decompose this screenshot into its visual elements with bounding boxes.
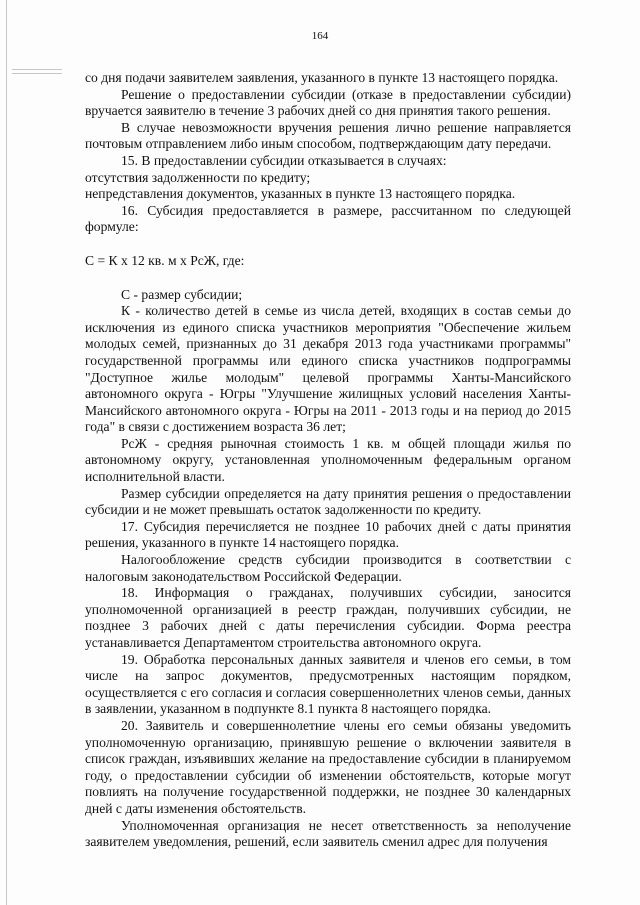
paragraph: отсутствия задолженности по кредиту;	[85, 169, 311, 185]
formula-line: С = К х 12 кв. м х РсЖ, где:	[85, 252, 245, 268]
scan-artifact	[12, 66, 62, 78]
paragraph: Решение о предоставлении субсидии (отказе в предоставлении субсидии) вручается заявителю в течение 3 рабочих дней со дня принятия такого решения.	[85, 86, 571, 119]
paragraph: 16. Субсидия предоставляется в размере, рассчитанном по следующей формуле:	[85, 202, 571, 235]
paragraph: РсЖ - средняя рыночная стоимость 1 кв. м общей площади жилья по автономному округу, установленная уполномоченным федеральным органом исполнительной власти.	[85, 435, 571, 485]
paragraph: К - количество детей в семье из числа детей, входящих в состав семьи до исключения из единого списка участников мероприятия "Обеспечение жильем молодых семей, признанных до 31 декабря 2013 года участниками программы" государственной программы или единого списка участников подпрограммы "Доступное жилье молодым" целевой программы Ханты-Мансийского автономного округа - Югры "Улучшение жилищных условий населения Ханты-Мансийского автономного округа - Югры на 2011 - 2013 годы и на период до 2015 года" в связи с достижением возраста 36 лет;	[85, 303, 571, 435]
document-body	[85, 70, 571, 851]
paragraph: 20. Заявитель и совершеннолетние члены его семьи обязаны уведомить уполномоченную организацию, принявшую решение о включении заявителя в список граждан, изъявивших желание на предоставление субсидии в планируемом году, о предоставлении субсидии об изменении обстоятельств, которые могут повлиять на получение государственной поддержки, не позднее 30 календарных дней с даты изменения обстоятельств.	[85, 717, 571, 816]
paragraph: Налогообложение средств субсидии производится в соответствии с налоговым законодательством Российской Федерации.	[85, 552, 571, 584]
paragraph: В случае невозможности вручения решения лично решение направляется почтовым отправлением либо иным способом, подтверждающим дату передачи.	[85, 119, 571, 152]
paragraph: Уполномоченная организация не несет ответственность за неполучение заявителем уведомления, решений, если заявитель сменил адрес для получения	[85, 817, 571, 850]
paragraph: 17. Субсидия перечисляется не позднее 10 рабочих дней с даты принятия решения, указанного в пункте 14 настоящего порядка.	[85, 518, 571, 551]
page-number: 164	[311, 30, 329, 42]
paragraph: 19. Обработка персональных данных заявителя и членов его семьи, в том числе на запрос документов, предусмотренных настоящим порядком, осуществляется с его согласия и согласия совершеннолетних членов семьи, данных в заявлении, указанном в подпункте 8.1 пункта 8 настоящего порядка.	[85, 651, 571, 717]
paragraph: 15. В предоставлении субсидии отказывается в случаях:	[121, 152, 447, 168]
paragraph: С - размер субсидии;	[121, 286, 243, 302]
scan-edge-line	[6, 0, 7, 905]
paragraph: непредставления документов, указанных в пункте 13 настоящего порядка.	[85, 186, 516, 202]
paragraph: со дня подачи заявителем заявления, указанного в пункте 13 настоящего порядка.	[85, 70, 559, 85]
paragraph: Размер субсидии определяется на дату принятия решения о предоставлении субсидии и не может превышать остаток задолженности по кредиту.	[85, 485, 571, 518]
paragraph: 18. Информация о гражданах, получивших субсидии, заносится уполномоченной организацией в реестр граждан, получивших субсидии, не позднее 3 рабочих дней с даты перечисления субсидии. Форма реестра устанавливается Департаментом строительства автономного округа.	[85, 585, 571, 650]
